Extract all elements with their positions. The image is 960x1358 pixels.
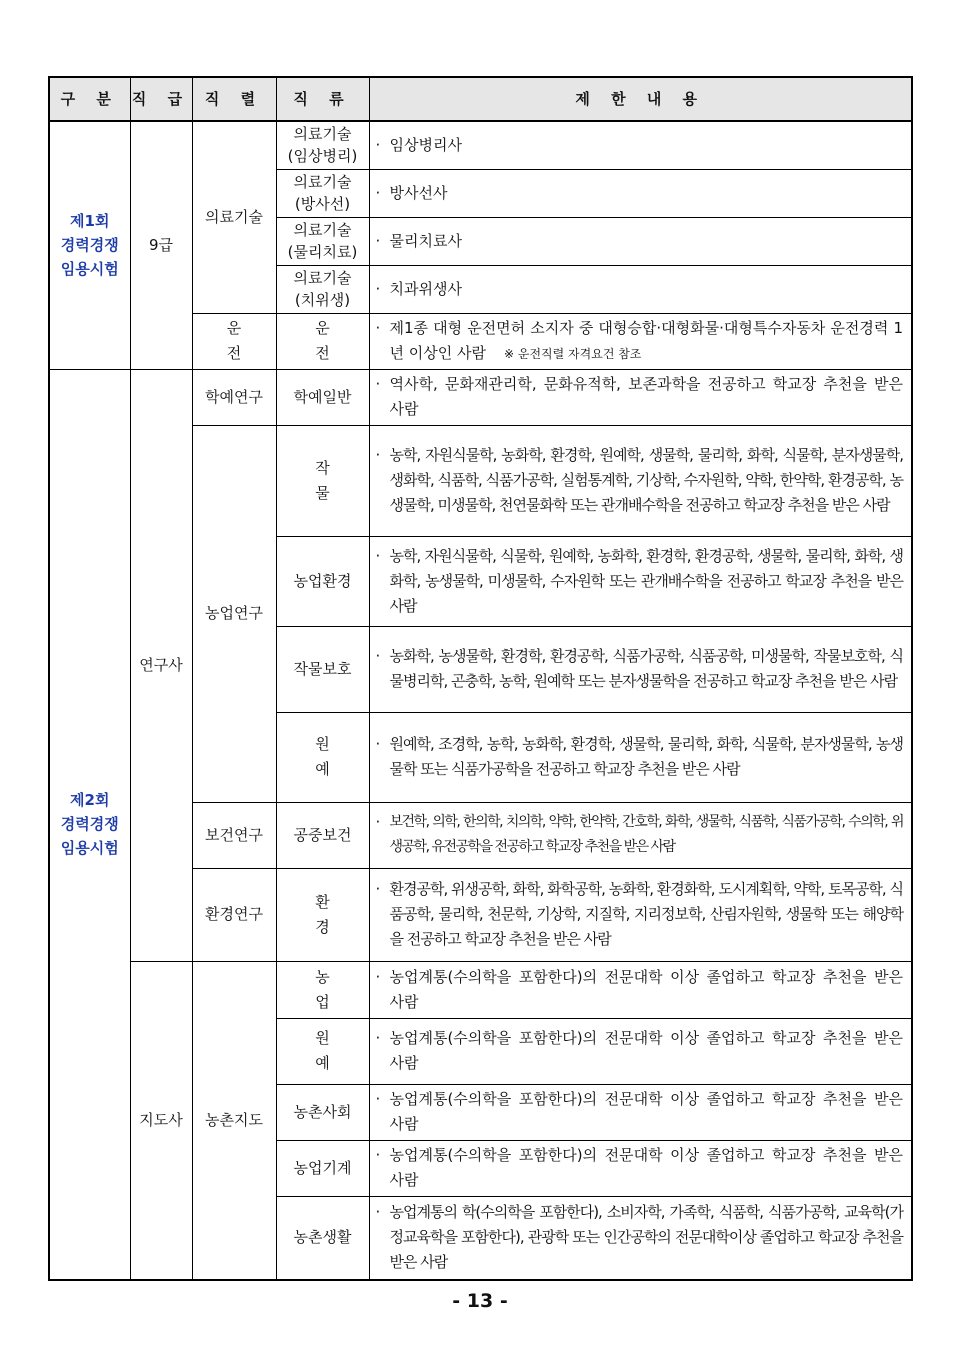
content-text: 제1종 대형 운전면허 소지자 중 대형승합·대형화물·대형특수자동차 운전경력 1년 이상인 사람 xyxy=(389,318,903,362)
content-note: ※ 운전직렬 자격요건 참조 xyxy=(503,346,642,361)
table-row xyxy=(49,961,912,1018)
class-cell: 운 전 xyxy=(276,313,369,369)
content-cell xyxy=(369,169,912,217)
bullet: · xyxy=(375,880,381,898)
bullet: · xyxy=(375,279,381,298)
table-row xyxy=(49,121,912,169)
grade-cell: 연구사 xyxy=(130,369,192,961)
class-cell: 의료기술 (치위생) xyxy=(276,265,369,313)
content-text: 농업계통의 학(수의학을 포함한다), 소비자학, 가족학, 식품학, 식품가공학, 교육학(가정교육학을 포함한다), 관광학 또는 인간공학의 전문대학이상 졸업하고 학교장 추천을 받은 사람 xyxy=(389,1203,903,1272)
bullet: · xyxy=(375,1146,381,1164)
header-category: 구 분 xyxy=(49,77,130,121)
bullet: · xyxy=(375,1203,381,1222)
content-text: 농학, 자원식물학, 농화학, 환경학, 원예학, 생물학, 물리학, 화학, 식물학, 분자생물학, 생화학, 식품학, 식품가공학, 실험통계학, 기상학, 수자원학, 약학, 한약학, 환경공학, 농생물학, 미생물학, 천연물화학 또는 관개배수학을 전공하고 학교장 추천을 받은 사람 xyxy=(389,446,903,514)
class-cell: 농촌사회 xyxy=(276,1084,369,1140)
series-cell: 농촌지도 xyxy=(192,961,276,1280)
content-cell xyxy=(369,425,912,536)
content-cell xyxy=(369,1084,912,1140)
content-text: 환경공학, 위생공학, 화학, 화학공학, 농화학, 환경화학, 도시계획학, 약학, 토목공학, 식품공학, 물리학, 천문학, 기상학, 지질학, 지리정보학, 산림자원학, 생물학 또는 해양학을 전공하고 학교장 추천을 받은 사람 xyxy=(389,880,903,948)
grade-cell: 9급 xyxy=(130,121,192,369)
content-text: 농업계통(수의학을 포함한다)의 전문대학 이상 졸업하고 학교장 추천을 받은 사람 xyxy=(389,1090,903,1133)
bullet: · xyxy=(375,647,381,665)
content-cell xyxy=(369,868,912,961)
category-label: 제2회 경력경쟁 임용시험 xyxy=(60,791,119,858)
header-row xyxy=(49,77,912,121)
content-cell xyxy=(369,217,912,265)
series-cell: 환경연구 xyxy=(192,868,276,961)
bullet: · xyxy=(375,813,381,831)
bullet: · xyxy=(375,231,381,250)
bullet: · xyxy=(375,183,381,202)
content-cell xyxy=(369,265,912,313)
content-cell xyxy=(369,1140,912,1196)
header-grade: 직 급 xyxy=(130,77,192,121)
category-cell xyxy=(49,121,130,369)
class-cell: 원 예 xyxy=(276,1018,369,1084)
content-cell xyxy=(369,313,912,369)
bullet: · xyxy=(375,1029,381,1047)
class-cell: 농 업 xyxy=(276,961,369,1018)
content-text: 원예학, 조경학, 농학, 농화학, 환경학, 생물학, 물리학, 화학, 식물학, 분자생물학, 농생물학 또는 식품가공학을 전공하고 학교장 추천을 받은 사람 xyxy=(389,735,903,778)
content-text: 농업계통(수의학을 포함한다)의 전문대학 이상 졸업하고 학교장 추천을 받은 사람 xyxy=(389,967,903,1011)
class-cell: 의료기술 (방사선) xyxy=(276,169,369,217)
content-text: 농업계통(수의학을 포함한다)의 전문대학 이상 졸업하고 학교장 추천을 받은 사람 xyxy=(389,1029,903,1072)
bullet: · xyxy=(375,967,381,986)
bullet: · xyxy=(375,135,381,154)
class-cell: 농업기계 xyxy=(276,1140,369,1196)
bullet: · xyxy=(375,318,381,337)
content-cell xyxy=(369,369,912,425)
header-series: 직 렬 xyxy=(192,77,276,121)
content-text: 보건학, 의학, 한의학, 치의학, 약학, 한약학, 간호학, 화학, 생물학, 식품학, 식품가공학, 수의학, 위생공학, 유전공학을 전공하고 학교장 추천을 받은 사람 xyxy=(389,814,903,855)
content-text: 물리치료사 xyxy=(389,231,462,250)
content-cell xyxy=(369,536,912,626)
bullet: · xyxy=(375,546,381,565)
series-cell: 학예연구 xyxy=(192,369,276,425)
content-text: 농학, 자원식물학, 식물학, 원예학, 농화학, 환경학, 환경공학, 생물학, 물리학, 화학, 생화학, 농생물학, 미생물학, 수자원학 또는 관개배수학을 전공하고 학교장 추천을 받은 사람 xyxy=(389,546,903,615)
class-cell: 공중보건 xyxy=(276,802,369,868)
grade-cell: 지도사 xyxy=(130,961,192,1280)
class-cell: 작 물 xyxy=(276,425,369,536)
content-text: 치과위생사 xyxy=(389,279,462,298)
class-cell: 원 예 xyxy=(276,712,369,802)
series-cell: 농업연구 xyxy=(192,425,276,802)
content-text: 역사학, 문화재관리학, 문화유적학, 보존과학을 전공하고 학교장 추천을 받은 사람 xyxy=(389,375,903,418)
content-cell xyxy=(369,1018,912,1084)
category-cell xyxy=(49,369,130,1280)
bullet: · xyxy=(375,1090,381,1108)
series-cell: 보건연구 xyxy=(192,802,276,868)
class-cell: 의료기술 (임상병리) xyxy=(276,121,369,169)
restriction-table xyxy=(48,76,913,1281)
content-text: 농업계통(수의학을 포함한다)의 전문대학 이상 졸업하고 학교장 추천을 받은 사람 xyxy=(389,1146,903,1189)
series-cell: 의료기술 xyxy=(192,121,276,313)
bullet: · xyxy=(375,446,381,464)
class-cell: 의료기술 (물리치료) xyxy=(276,217,369,265)
content-text: 농화학, 농생물학, 환경학, 환경공학, 식품가공학, 식품공학, 미생물학, 작물보호학, 식물병리학, 곤충학, 농학, 원예학 또는 분자생물학을 전공하고 학교장 추천을 받은 사람 xyxy=(389,647,903,690)
header-content: 제 한 내 용 xyxy=(369,77,912,121)
bullet: · xyxy=(375,735,381,753)
class-cell: 농업환경 xyxy=(276,536,369,626)
content-cell xyxy=(369,121,912,169)
content-cell xyxy=(369,961,912,1018)
header-class: 직 류 xyxy=(276,77,369,121)
content-text: 방사선사 xyxy=(389,183,448,202)
series-cell: 운 전 xyxy=(192,313,276,369)
class-cell: 작물보호 xyxy=(276,626,369,712)
category-label: 제1회 경력경쟁 임용시험 xyxy=(60,212,119,279)
content-cell xyxy=(369,712,912,802)
class-cell: 학예일반 xyxy=(276,369,369,425)
class-cell: 농촌생활 xyxy=(276,1196,369,1280)
content-cell xyxy=(369,802,912,868)
content-cell xyxy=(369,626,912,712)
bullet: · xyxy=(375,375,381,393)
table-row xyxy=(49,369,912,425)
page-number: - 13 - xyxy=(452,1290,508,1312)
content-text: 임상병리사 xyxy=(389,135,462,154)
content-cell xyxy=(369,1196,912,1280)
class-cell: 환 경 xyxy=(276,868,369,961)
